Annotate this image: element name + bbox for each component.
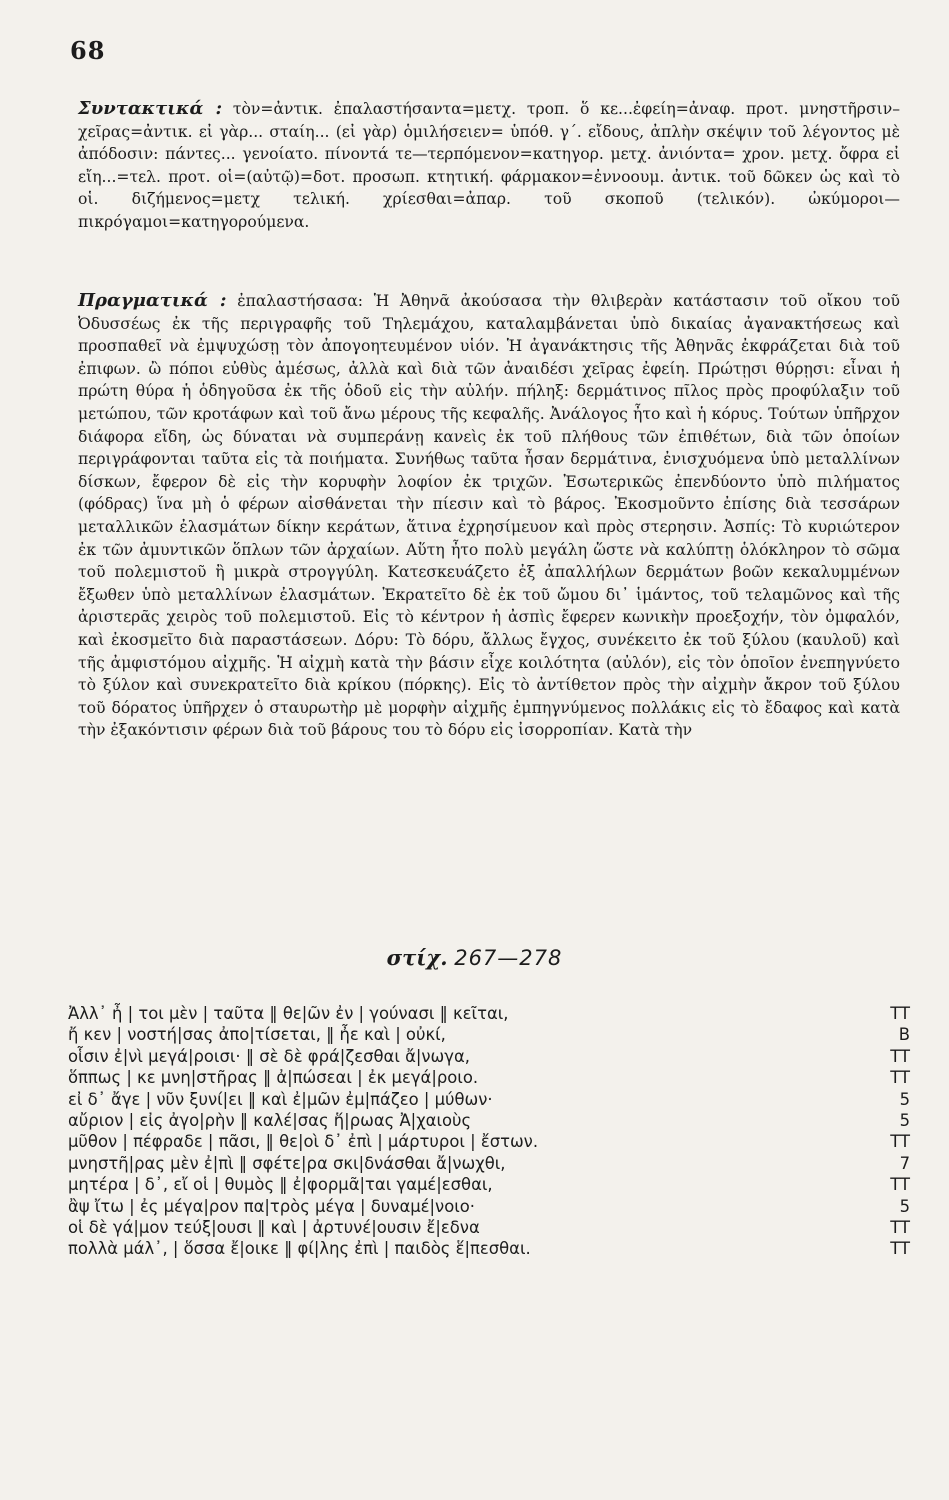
verse-line — [68, 1089, 910, 1110]
verse-text: μνηστῆ|ρας μὲν ἐ|πὶ ‖ σφέτε|ρα σκι|δνάσθαι ἄ|νωχθι, — [68, 1153, 506, 1173]
syntax-notes — [78, 98, 900, 234]
verse-line — [68, 1046, 910, 1067]
syntax-heading: Συντακτικά : — [78, 98, 223, 119]
verse-line — [68, 1131, 910, 1152]
verse-text: ἂψ ἴτω | ἐς μέγα|ρον πα|τρὸς μέγα | δυναμέ|νοιο· — [68, 1196, 476, 1216]
verse-text: ἤ κεν | νοστή|σας ἀπο|τίσεται, ‖ ἦε καὶ | οὐκί, — [68, 1025, 446, 1045]
syntax-text: τὸν=ἀντικ. ἐπαλαστήσαντα=μετχ. τροπ. ὅ κε...ἐφείη=ἀναφ. προτ. μνηστῆρσιν–χεῖρας=ἀντικ. εἰ γὰρ... σταίη... (εἰ γὰρ) ὁμιλήσειεν= ὑπόθ. γ΄. εἴδους, ἀπλὴν σκέψιν τοῦ λέγοντος μὲ ἀπόδοσιν: πάντες... γενοίατο. πίνοντά τε—τερπόμενον=κατηγορ. μετχ. ἀνιόντα= χρον. μετχ. ὄφρα εἰ εἴη...=τελ. προτ. οἱ=(αὐτῷ)=δοτ. προσωπ. κτητική. φάρμακον=ἐννοουμ. ἀντικ. τοῦ δῶκεν ὡς καὶ τὸ οἱ. διζήμενος=μετχ τελική. χρίεσθαι=ἀπαρ. τοῦ σκοποῦ (τελικόν). ὠκύμοροι—πικρόγαμοι=κατηγορούμενα. — [78, 100, 900, 231]
verse-text: μῦθον | πέφραδε | πᾶσι, ‖ θε|οὶ δ᾽ ἐπὶ | μάρτυροι | ἔστων. — [68, 1132, 539, 1152]
realia-text: ἐπαλαστήσασα: Ἡ Ἀθηνᾶ ἀκούσασα τὴν θλιβερὰν κατάστασιν τοῦ οἴκου τοῦ Ὀδυσσέως ἐκ τῆς περιγραφῆς τοῦ Τηλεμάχου, καταλαμβάνεται ὑπὸ δικαίας ἀγανακτήσεως καὶ προσπαθεῖ νὰ ἐμψυχώσῃ τὸν ἀπογοητευμένον υἱόν. Ἡ ἀγανάκτησις τῆς Ἀθηνᾶς ἐκφράζεται διὰ τοῦ ἐπιφων. ὢ πόποι εὐθὺς ἀμέσως, ἀλλὰ καὶ διὰ τῶν ἀναιδέσι χεῖρας ἐφείη. Πρώτῃσι θύρῃσι: εἶναι ἡ πρώτη θύρα ἡ ὁδηγοῦσα ἐκ τῆς ὁδοῦ εἰς τὴν αὐλήν. πήληξ: δερμάτινος πῖλος πρὸς προφύλαξιν τοῦ μετώπου, τῶν κροτάφων καὶ τοῦ ἄνω μέρους τῆς κεφαλῆς. Ἀνάλογος ἦτο καὶ ἡ κόρυς. Τούτων ὑπῆρχον διάφορα εἴδη, ὡς δύναται νὰ συμπεράνῃ κανεὶς ἐκ τοῦ πλήθους τῶν ἐπιθέτων, διὰ τῶν ὁποίων περιγράφονται ταῦτα εἰς τὰ ποιήματα. Συνήθως ταῦτα ἦσαν δερμάτινα, ἐνισχυόμενα ὑπὸ μεταλλίνων δίσκων, ἔφερον δὲ εἰς τὴν κορυφὴν λοφίον ἐκ τριχῶν. Ἐσωτερικῶς ἐπενδύοντο ὑπὸ πιλήματος (φόδρας) ἵνα μὴ ὁ φέρων αἰσθάνεται τὴν πίεσιν καὶ τὸ βάρος. Ἐκοσμοῦντο ἐπίσης διὰ τεσσάρων μεταλλικῶν ἐλασμάτων δίκην κεράτων, ἅτινα ἐχρησίμευον καὶ πρὸς στερησιν. Ἀσπίς: Τὸ κυριώτερον ἐκ τῶν ἀμυντικῶν ὅπλων τῶν ἀρχαίων. Αὕτη ἦτο πολὺ μεγάλη ὥστε νὰ καλύπτῃ ὁλόκληρον τὸ σῶμα τοῦ πολεμιστοῦ ἢ μικρὰ στρογγύλη. Κατεσκευάζετο ἐξ ἀπαλλήλων δερμάτων βοῶν κεκαλυμμένων ἔξωθεν ὑπὸ μεταλλίνων ἐλασμάτων. Ἐκρατεῖτο δὲ ἐκ τοῦ ὤμου δι᾽ ἱμάντος, τοῦ τελαμῶνος καὶ τῆς ἀριστερᾶς χειρὸς τοῦ πολεμιστοῦ. Εἰς τὸ κέντρον ἡ ἀσπὶς ἔφερεν κωνικὴν προεξοχήν, τὸν ὀμφαλόν, καὶ ἐκοσμεῖτο διὰ παραστάσεων. Δόρυ: Τὸ δόρυ, ἄλλως ἔγχος, συνέκειτο ἐκ τοῦ ξύλου (καυλοῦ) καὶ τῆς ἀμφιστόμου αἰχμῆς. Ἡ αἰχμὴ κατὰ τὴν βάσιν εἶχε κοιλότητα (αὐλόν), εἰς τὸν ὁποῖον ἐνεπηγνύετο τὸ ξύλον καὶ συνεκρατεῖτο διὰ κρίκου (πόρκης). Εἰς τὸ ἀντίθετον πρὸς τὴν αἰχμὴν ἄκρον τοῦ ξύλου τοῦ δόρατος ὑπῆρχεν ὁ σταυρωτὴρ μὲ μορφὴν αἰχμῆς ἐμπηγνύμενος πολλάκις εἰς τὸ ἔδαφος καὶ κατὰ τὴν ἐξακόντισιν φέρων διὰ τοῦ βάρους του τὸ δόρυ εἰς ἰσορροπίαν. Κατὰ τὴν — [78, 292, 900, 740]
verse-scansion: B — [898, 1025, 910, 1045]
verse-line — [68, 1067, 910, 1088]
verse-line — [68, 1196, 910, 1217]
verse-range-heading — [0, 945, 949, 970]
verse-scansion: TT — [890, 1046, 910, 1066]
verse-line — [68, 1217, 910, 1238]
verse-text: οἷσιν ἐ|νὶ μεγά|ροισι· ‖ σὲ δὲ φρά|ζεσθαι ἄ|νωγα, — [68, 1046, 470, 1066]
verse-text: πολλὰ μάλ᾽, | ὅσσα ἔ|οικε ‖ φί|λης ἐπὶ | παιδὸς ἕ|πεσθαι. — [68, 1239, 531, 1259]
verse-line — [68, 1110, 910, 1131]
verse-scansion: TT — [890, 1004, 910, 1023]
verse-scansion: 5 — [899, 1110, 910, 1130]
realia-notes — [78, 290, 900, 742]
verse-scansion: 5 — [899, 1089, 910, 1109]
verse-text: ὅππως | κε μνη|στῆρας ‖ ἀ|πώσεαι | ἐκ μεγά|ροιο. — [68, 1068, 479, 1088]
verse-text: Ἀλλ᾽ ἦ | τοι μὲν | ταῦτα ‖ θε|ῶν ἐν | γούνασι ‖ κεῖται, — [68, 1004, 509, 1023]
verse-text: οἱ δὲ γά|μον τεύξ|ουσι ‖ καὶ | ἀρτυνέ|ουσιν ἔ|εδνα — [68, 1217, 480, 1237]
verse-scansion: 7 — [899, 1153, 910, 1173]
verse-block — [68, 1003, 910, 1260]
page-number: 68 — [70, 36, 106, 65]
verse-scansion: TT — [890, 1068, 910, 1088]
verse-scansion: TT — [890, 1175, 910, 1195]
verse-line — [68, 1174, 910, 1195]
verse-line — [68, 1003, 910, 1024]
verse-scansion: TT — [890, 1132, 910, 1152]
verse-text: μητέρα | δ᾽, εἴ οἱ | θυμὸς ‖ ἐ|φορμᾶ|ται γαμέ|εσθαι, — [68, 1175, 493, 1195]
verse-text: αὔριον | εἰς ἀγο|ρὴν ‖ καλέ|σας ἥ|ρωας Ἀ|χαιοὺς — [68, 1110, 472, 1130]
verse-heading-abbr: στίχ. — [386, 945, 448, 970]
verse-scansion: TT — [890, 1239, 910, 1259]
verse-scansion: 5 — [899, 1196, 910, 1216]
verse-heading-range: 267—278 — [454, 946, 563, 970]
realia-heading: Πραγματικά : — [78, 290, 227, 311]
verse-text: εἰ δ᾽ ἄγε | νῦν ξυνί|ει ‖ καὶ ἐ|μῶν ἐμ|πάζεο | μύθων· — [68, 1089, 493, 1109]
verse-scansion: TT — [890, 1217, 910, 1237]
verse-line — [68, 1238, 910, 1259]
verse-line — [68, 1024, 910, 1045]
verse-line — [68, 1153, 910, 1174]
